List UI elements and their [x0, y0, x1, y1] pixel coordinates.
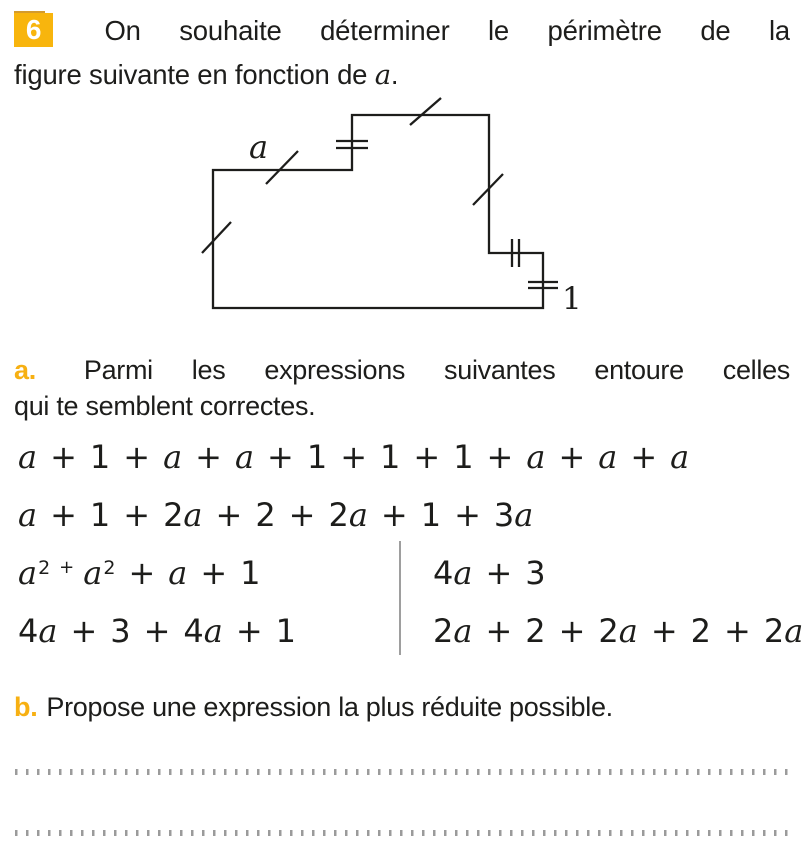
- figure-label-1: 1: [562, 281, 582, 317]
- expression-candidate-1[interactable]: a + 1 + a + a + 1 + 1 + 1 + a + a + a: [18, 438, 690, 476]
- exercise-intro: [14, 11, 790, 95]
- expression-row-4: [18, 612, 803, 656]
- exercise-number: 6: [14, 13, 53, 47]
- question-b: [14, 689, 790, 725]
- expression-candidate-3[interactable]: $a^2$ + $a^2 + a + 1$: [18, 554, 261, 592]
- question-b-label: b.: [14, 692, 38, 722]
- perimeter-figure: [0, 95, 803, 340]
- answer-line-2[interactable]: [15, 830, 790, 836]
- intro-line-1: [14, 11, 790, 55]
- question-a: [14, 352, 790, 424]
- expression-candidate-4[interactable]: 4a + 3: [433, 554, 546, 592]
- expression-candidate-6[interactable]: 2a + 2 + 2a + 2 + 2a: [433, 612, 803, 650]
- intro-text-line2: figure suivante en fonction de: [14, 59, 375, 90]
- expression-row-2: [18, 496, 803, 540]
- figure-label-a: a: [249, 128, 269, 166]
- column-divider: [399, 541, 401, 655]
- expression-row-3: [18, 554, 803, 598]
- answer-line-1[interactable]: [15, 769, 790, 775]
- question-a-label: a.: [14, 355, 36, 385]
- intro-variable: a: [374, 59, 391, 91]
- tick-single-left-side: [202, 222, 231, 253]
- tick-single-top-side: [410, 98, 441, 125]
- question-b-text: Propose une expression la plus réduite possible.: [46, 692, 613, 722]
- expression-candidate-2[interactable]: a + 1 + 2a + 2 + 2a + 1 + 3a: [18, 496, 534, 534]
- question-a-line1: [14, 352, 790, 388]
- expression-row-1: [18, 438, 803, 482]
- question-a-text-line2: qui te semblent correctes.: [14, 391, 316, 421]
- intro-period: .: [390, 59, 399, 90]
- intro-line-2: [14, 55, 790, 95]
- expression-candidate-5[interactable]: 4a + 3 + 4a + 1: [18, 612, 297, 650]
- question-a-text-line1: Parmi les expressions suivantes entoure celles: [83, 355, 790, 385]
- intro-text-line1: On souhaite déterminer le périmètre de la: [104, 15, 790, 46]
- exercise-number-badge: [14, 13, 53, 47]
- tick-single-top-left-side: [266, 151, 298, 184]
